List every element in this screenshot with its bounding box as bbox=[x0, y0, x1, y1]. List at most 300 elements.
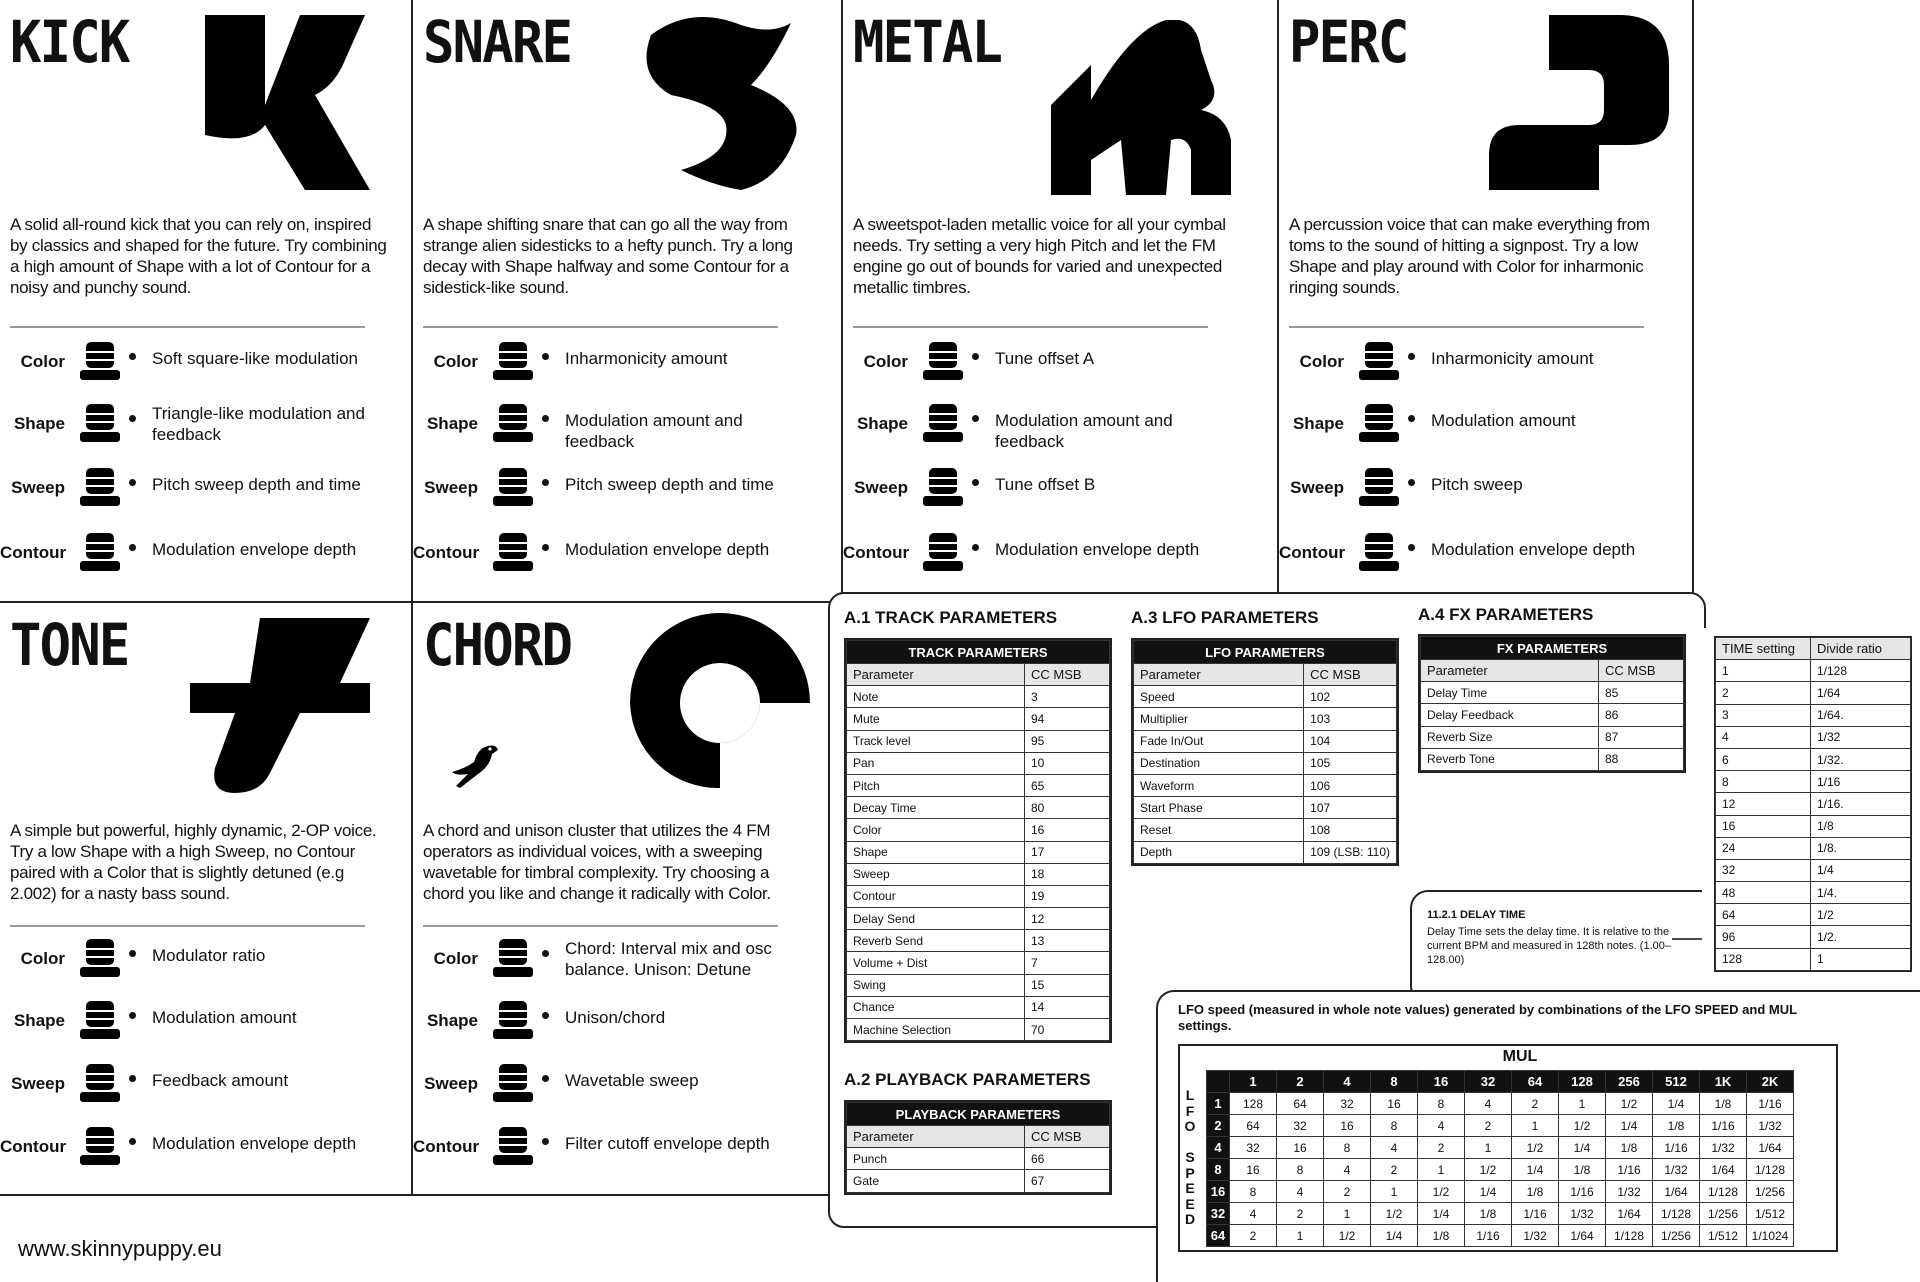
param-name: 48 bbox=[1716, 882, 1811, 904]
knob-icon bbox=[80, 1125, 120, 1167]
param-name: Delay Time bbox=[1421, 682, 1599, 704]
param-name: Punch bbox=[847, 1148, 1025, 1170]
param-value: 65 bbox=[1025, 774, 1110, 796]
param-value: 106 bbox=[1304, 774, 1397, 796]
param-description: Modulation envelope depth bbox=[565, 540, 770, 559]
lfo-speed-value: 64 bbox=[1230, 1115, 1277, 1137]
param-name: Note bbox=[847, 686, 1025, 708]
bullet bbox=[1408, 544, 1415, 551]
param-label: Contour bbox=[413, 1137, 480, 1156]
table-row bbox=[1134, 774, 1397, 796]
lfo-speed-value: 1/1024 bbox=[1747, 1225, 1794, 1247]
param-description: Modulation amount bbox=[152, 1008, 297, 1027]
lfo-speed-value: 1/8 bbox=[1559, 1159, 1606, 1181]
param-name: 8 bbox=[1716, 771, 1811, 793]
param-name: Pitch bbox=[847, 774, 1025, 796]
param-value: 17 bbox=[1025, 841, 1110, 863]
lfo-speed-value: 1/16 bbox=[1465, 1225, 1512, 1247]
column-header: Parameter bbox=[847, 664, 1025, 686]
param-value: 7 bbox=[1025, 952, 1110, 974]
param-name: Fade In/Out bbox=[1134, 730, 1304, 752]
lfo-speed-value: 1/2 bbox=[1371, 1203, 1418, 1225]
param-label: Contour bbox=[1279, 543, 1346, 562]
lfo-speed-value: 4 bbox=[1371, 1137, 1418, 1159]
param-value: 19 bbox=[1025, 885, 1110, 907]
param-description: Modulation amount bbox=[1431, 411, 1576, 430]
lfo-speed-value: 1/2 bbox=[1512, 1137, 1559, 1159]
param-row-sweep bbox=[843, 462, 1253, 512]
lfo-speed-value: 32 bbox=[1277, 1115, 1324, 1137]
param-row-contour bbox=[0, 527, 410, 577]
param-value: 1/16 bbox=[1811, 771, 1911, 793]
lfo-speed-value: 8 bbox=[1371, 1115, 1418, 1137]
a1-heading: A.1 TRACK PARAMETERS bbox=[844, 608, 1058, 627]
table-row bbox=[1421, 726, 1684, 748]
param-name: 128 bbox=[1716, 948, 1811, 970]
lfo-speed-value: 1 bbox=[1277, 1225, 1324, 1247]
param-row-sweep bbox=[0, 462, 410, 512]
param-value: 1/8 bbox=[1811, 815, 1911, 837]
speed-label-letter: L bbox=[1185, 1087, 1195, 1103]
lfo-speed-value: 8 bbox=[1418, 1093, 1465, 1115]
speed-header: 4 bbox=[1207, 1137, 1230, 1159]
lfo-speed-value: 1/8 bbox=[1606, 1137, 1653, 1159]
divider bbox=[423, 925, 778, 927]
table-row bbox=[847, 930, 1110, 952]
param-value: 66 bbox=[1025, 1148, 1110, 1170]
lfo-speed-value: 1/4 bbox=[1465, 1181, 1512, 1203]
param-description: Unison/chord bbox=[565, 1008, 666, 1027]
voice-description: A simple but powerful, highly dynamic, 2-OP voice. Try a low Shape with a high Sweep, no Contour paired with a Color that is slightly detuned (e.g 2.002) for a nasty bass sound. bbox=[10, 821, 377, 903]
param-label: Shape bbox=[1292, 414, 1344, 433]
param-description: Pitch sweep depth and time bbox=[152, 475, 361, 494]
param-label: Contour bbox=[0, 543, 67, 562]
knob-icon bbox=[493, 999, 533, 1041]
lfo-speed-value: 1/4 bbox=[1559, 1137, 1606, 1159]
footer-url: www.skinnypuppy.eu bbox=[18, 1236, 222, 1261]
track-parameters-table bbox=[844, 638, 1112, 1043]
param-row-shape bbox=[843, 398, 1253, 451]
speed-label-letter: P bbox=[1185, 1164, 1195, 1181]
column-header: CC MSB bbox=[1304, 664, 1397, 686]
fx-parameters-table bbox=[1418, 634, 1686, 773]
param-name: 32 bbox=[1716, 859, 1811, 881]
bullet bbox=[129, 1138, 136, 1145]
bullet bbox=[129, 353, 136, 360]
bird-icon bbox=[448, 738, 500, 795]
param-name: Reverb Tone bbox=[1421, 748, 1599, 770]
delay-time-body: Delay Time sets the delay time. It is relative to the current BPM and measured in 128th notes. (1.00–128.00) bbox=[1427, 926, 1671, 966]
lfo-speed-value: 1/2 bbox=[1559, 1115, 1606, 1137]
param-row-shape bbox=[413, 398, 823, 451]
table-row bbox=[1716, 682, 1911, 704]
knob-icon bbox=[80, 466, 120, 508]
bullet bbox=[972, 353, 979, 360]
table-row bbox=[1716, 926, 1911, 948]
lfo-speed-value: 1 bbox=[1559, 1093, 1606, 1115]
knob-icon bbox=[80, 999, 120, 1041]
knob-icon bbox=[80, 340, 120, 382]
param-value: 1/32. bbox=[1811, 748, 1911, 770]
param-value: 3 bbox=[1025, 686, 1110, 708]
table-row bbox=[1716, 904, 1911, 926]
lfo-speed-value: 1/32 bbox=[1606, 1181, 1653, 1203]
table-title: PLAYBACK PARAMETERS bbox=[847, 1103, 1110, 1126]
divider bbox=[1289, 326, 1644, 328]
knob-icon bbox=[923, 340, 963, 382]
lfo-speed-value: 2 bbox=[1465, 1115, 1512, 1137]
lfo-speed-value: 1 bbox=[1371, 1181, 1418, 1203]
voice-card-metal bbox=[843, 0, 1279, 603]
table-row bbox=[1716, 704, 1911, 726]
lfo-speed-value: 1/256 bbox=[1747, 1181, 1794, 1203]
column-header: TIME setting bbox=[1716, 638, 1811, 660]
param-label: Contour bbox=[0, 1137, 67, 1156]
lfo-speed-value: 2 bbox=[1324, 1181, 1371, 1203]
table-row bbox=[1207, 1159, 1794, 1181]
lfo-speed-value: 1/32 bbox=[1512, 1225, 1559, 1247]
lfo-speed-value: 32 bbox=[1324, 1093, 1371, 1115]
table-title: TRACK PARAMETERS bbox=[847, 641, 1110, 664]
param-row-contour bbox=[413, 527, 823, 577]
lfo-speed-value: 1/2 bbox=[1465, 1159, 1512, 1181]
bullet bbox=[542, 1012, 549, 1019]
param-description: Inharmonicity amount bbox=[565, 349, 728, 368]
param-value: 107 bbox=[1304, 797, 1397, 819]
mul-header: 8 bbox=[1371, 1071, 1418, 1093]
param-value: 1/128 bbox=[1811, 660, 1911, 682]
bullet bbox=[542, 1075, 549, 1082]
lfo-speed-value: 32 bbox=[1230, 1137, 1277, 1159]
table-row bbox=[1716, 837, 1911, 859]
lfo-speed-value: 1/64 bbox=[1559, 1225, 1606, 1247]
voice-card-chord bbox=[413, 603, 843, 1196]
knob-icon bbox=[493, 340, 533, 382]
speed-label-letter: D bbox=[1184, 1211, 1196, 1227]
param-label: Shape bbox=[426, 414, 478, 433]
param-value: 1 bbox=[1811, 948, 1911, 970]
table-row bbox=[1134, 841, 1397, 863]
param-description: Pitch sweep depth and time bbox=[565, 475, 774, 494]
lfo-speed-value: 128 bbox=[1230, 1093, 1277, 1115]
lfo-speed-value: 1 bbox=[1324, 1203, 1371, 1225]
param-label: Color bbox=[1299, 352, 1344, 371]
speed-header: 32 bbox=[1207, 1203, 1230, 1225]
param-value: 109 (LSB: 110) bbox=[1304, 841, 1397, 863]
param-value: 1/4 bbox=[1811, 859, 1911, 881]
param-description: Filter cutoff envelope depth bbox=[565, 1134, 770, 1153]
table-row bbox=[1421, 682, 1684, 704]
mul-header: 16 bbox=[1418, 1071, 1465, 1093]
voice-card-kick bbox=[0, 0, 413, 603]
param-description: Wavetable sweep bbox=[565, 1071, 699, 1090]
voice-card-tone bbox=[0, 603, 413, 1196]
lfo-speed-value: 1/16 bbox=[1559, 1181, 1606, 1203]
lfo-speed-value: 1/512 bbox=[1700, 1225, 1747, 1247]
table-row bbox=[847, 708, 1110, 730]
param-label: Color bbox=[20, 949, 65, 968]
bullet bbox=[129, 950, 136, 957]
speed-label-letter: E bbox=[1185, 1180, 1195, 1196]
param-name: Sweep bbox=[847, 863, 1025, 885]
param-value: 1/8. bbox=[1811, 837, 1911, 859]
param-value: 105 bbox=[1304, 752, 1397, 774]
mul-header: 64 bbox=[1512, 1071, 1559, 1093]
param-name: 12 bbox=[1716, 793, 1811, 815]
lfo-speed-value: 1/4 bbox=[1512, 1159, 1559, 1181]
mul-header: 1 bbox=[1230, 1071, 1277, 1093]
param-name: 2 bbox=[1716, 682, 1811, 704]
bullet bbox=[542, 415, 549, 422]
bullet bbox=[972, 415, 979, 422]
table-row bbox=[1421, 748, 1684, 770]
param-name: 96 bbox=[1716, 926, 1811, 948]
lfo-speed-value: 2 bbox=[1418, 1137, 1465, 1159]
bullet bbox=[1408, 353, 1415, 360]
param-row-shape bbox=[0, 995, 410, 1045]
speed-header: 1 bbox=[1207, 1093, 1230, 1115]
table-row bbox=[847, 908, 1110, 930]
lfo-speed-value: 1/32 bbox=[1700, 1137, 1747, 1159]
param-name: Delay Feedback bbox=[1421, 704, 1599, 726]
lfo-speed-value: 1/64 bbox=[1606, 1203, 1653, 1225]
lfo-speed-value: 1/256 bbox=[1700, 1203, 1747, 1225]
param-row-shape bbox=[1279, 398, 1689, 448]
voice-description: A chord and unison cluster that utilizes the 4 FM operators as individual voices, with a sweeping wavetable for timbral complexity. Try choosing a chord you like and change it radically with Color. bbox=[423, 821, 771, 903]
lfo-speed-value: 16 bbox=[1324, 1115, 1371, 1137]
metal-glyph-icon bbox=[1051, 20, 1231, 200]
mul-header: 1K bbox=[1700, 1071, 1747, 1093]
knob-icon bbox=[493, 466, 533, 508]
param-row-sweep bbox=[1279, 462, 1689, 512]
param-description: Modulation amount and feedback bbox=[565, 411, 743, 451]
table-row bbox=[1134, 708, 1397, 730]
corner-cell bbox=[1207, 1071, 1230, 1093]
param-name: Color bbox=[847, 819, 1025, 841]
mul-header: 32 bbox=[1465, 1071, 1512, 1093]
param-description: Chord: Interval mix and osc balance. Unison: Detune bbox=[565, 939, 772, 979]
param-name: Pan bbox=[847, 752, 1025, 774]
speed-label-letter: O bbox=[1184, 1118, 1196, 1134]
lfo-speed-value: 1 bbox=[1465, 1137, 1512, 1159]
lfo-speed-value: 2 bbox=[1277, 1203, 1324, 1225]
lfo-speed-value: 4 bbox=[1324, 1159, 1371, 1181]
param-name: Track level bbox=[847, 730, 1025, 752]
param-value: 14 bbox=[1025, 996, 1110, 1018]
param-name: Destination bbox=[1134, 752, 1304, 774]
table-row bbox=[1421, 704, 1684, 726]
param-row-sweep bbox=[413, 1058, 823, 1108]
param-row-shape bbox=[0, 398, 410, 448]
lfo-speed-value: 1/512 bbox=[1747, 1203, 1794, 1225]
lfo-speed-value: 1/128 bbox=[1606, 1225, 1653, 1247]
table-row bbox=[847, 841, 1110, 863]
column-header: CC MSB bbox=[1025, 664, 1110, 686]
param-description: Modulation envelope depth bbox=[995, 540, 1200, 559]
param-name: 3 bbox=[1716, 704, 1811, 726]
param-name: Chance bbox=[847, 996, 1025, 1018]
knob-icon bbox=[80, 531, 120, 573]
speed-header: 16 bbox=[1207, 1181, 1230, 1203]
param-value: 108 bbox=[1304, 819, 1397, 841]
table-row bbox=[1134, 730, 1397, 752]
knob-icon bbox=[493, 531, 533, 573]
mul-label: MUL bbox=[1502, 1048, 1538, 1065]
table-row bbox=[847, 730, 1110, 752]
table-row bbox=[847, 686, 1110, 708]
knob-icon bbox=[1359, 340, 1399, 382]
param-label: Color bbox=[20, 352, 65, 371]
lfo-speed-value: 1/4 bbox=[1418, 1203, 1465, 1225]
param-name: Mute bbox=[847, 708, 1025, 730]
bullet bbox=[542, 950, 549, 957]
lfo-speed-value: 1/16 bbox=[1606, 1159, 1653, 1181]
param-value: 1/2. bbox=[1811, 926, 1911, 948]
param-value: 1/4. bbox=[1811, 882, 1911, 904]
param-row-color bbox=[843, 336, 1253, 386]
lfo-speed-value: 4 bbox=[1277, 1181, 1324, 1203]
param-label: Shape bbox=[13, 414, 65, 433]
table-row bbox=[847, 885, 1110, 907]
voice-card-snare bbox=[413, 0, 843, 603]
speed-header: 64 bbox=[1207, 1225, 1230, 1247]
param-label: Sweep bbox=[11, 1074, 65, 1093]
a3-heading: A.3 LFO PARAMETERS bbox=[1131, 608, 1319, 627]
table-row bbox=[1207, 1115, 1794, 1137]
lfo-speed-value: 1/32 bbox=[1747, 1115, 1794, 1137]
lfo-speed-value: 4 bbox=[1230, 1203, 1277, 1225]
knob-icon bbox=[923, 466, 963, 508]
param-label: Color bbox=[433, 949, 478, 968]
param-name: Reverb Size bbox=[1421, 726, 1599, 748]
param-label: Sweep bbox=[11, 478, 65, 497]
lfo-speed-value: 1/16 bbox=[1512, 1203, 1559, 1225]
lfo-speed-value: 1 bbox=[1512, 1115, 1559, 1137]
mul-header: 2K bbox=[1747, 1071, 1794, 1093]
table-row bbox=[1716, 748, 1911, 770]
perc-glyph-icon bbox=[1489, 15, 1669, 195]
param-description: Modulator ratio bbox=[152, 946, 266, 965]
param-value: 86 bbox=[1599, 704, 1684, 726]
param-value: 13 bbox=[1025, 930, 1110, 952]
param-value: 104 bbox=[1304, 730, 1397, 752]
table-row bbox=[1207, 1203, 1794, 1225]
table-row bbox=[847, 974, 1110, 996]
column-header: Divide ratio bbox=[1811, 638, 1911, 660]
param-value: 94 bbox=[1025, 708, 1110, 730]
param-label: Sweep bbox=[1290, 478, 1344, 497]
voice-title: METAL bbox=[853, 8, 1002, 76]
column-header: Parameter bbox=[1421, 660, 1599, 682]
param-value: 18 bbox=[1025, 863, 1110, 885]
lfo-speed-value: 1/16 bbox=[1653, 1137, 1700, 1159]
speed-header: 2 bbox=[1207, 1115, 1230, 1137]
table-row bbox=[1716, 660, 1911, 682]
lfo-speed-value: 1/8 bbox=[1653, 1115, 1700, 1137]
table-row bbox=[847, 1148, 1110, 1170]
param-description: Triangle-like modulation and feedback bbox=[152, 404, 365, 444]
param-row-color bbox=[0, 336, 410, 386]
mul-header: 256 bbox=[1606, 1071, 1653, 1093]
table-row bbox=[1716, 793, 1911, 815]
param-name: Volume + Dist bbox=[847, 952, 1025, 974]
bullet bbox=[542, 1138, 549, 1145]
param-description: Tune offset B bbox=[995, 475, 1096, 494]
knob-icon bbox=[493, 1062, 533, 1104]
param-value: 80 bbox=[1025, 797, 1110, 819]
lfo-speed-value: 4 bbox=[1418, 1115, 1465, 1137]
lfo-speed-axis-label bbox=[1182, 1088, 1198, 1228]
divider bbox=[423, 326, 778, 328]
param-label: Shape bbox=[426, 1011, 478, 1030]
param-value: 1/16. bbox=[1811, 793, 1911, 815]
lfo-speed-value: 1/8 bbox=[1418, 1225, 1465, 1247]
table-row bbox=[1207, 1225, 1794, 1247]
param-name: 16 bbox=[1716, 815, 1811, 837]
knob-icon bbox=[80, 1062, 120, 1104]
param-description: Modulation envelope depth bbox=[1431, 540, 1636, 559]
lfo-speed-value: 1/8 bbox=[1700, 1093, 1747, 1115]
knob-icon bbox=[493, 1125, 533, 1167]
divider bbox=[10, 925, 365, 927]
table-row bbox=[847, 797, 1110, 819]
bullet bbox=[129, 1075, 136, 1082]
param-row-color bbox=[1279, 336, 1689, 386]
param-name: Multiplier bbox=[1134, 708, 1304, 730]
voice-title: SNARE bbox=[423, 8, 572, 76]
knob-icon bbox=[923, 531, 963, 573]
param-label: Shape bbox=[856, 414, 908, 433]
chord-glyph-icon bbox=[630, 613, 810, 793]
param-description: Modulation amount and feedback bbox=[995, 411, 1173, 451]
param-value: 70 bbox=[1025, 1019, 1110, 1041]
lfo-speed-value: 1/4 bbox=[1606, 1115, 1653, 1137]
lfo-speed-value: 16 bbox=[1277, 1137, 1324, 1159]
lfo-speed-value: 1/2 bbox=[1606, 1093, 1653, 1115]
lfo-speed-value: 64 bbox=[1277, 1093, 1324, 1115]
lfo-speed-value: 16 bbox=[1230, 1159, 1277, 1181]
param-value: 12 bbox=[1025, 908, 1110, 930]
column-header: CC MSB bbox=[1599, 660, 1684, 682]
bullet bbox=[542, 479, 549, 486]
bullet bbox=[542, 353, 549, 360]
param-value: 102 bbox=[1304, 686, 1397, 708]
param-name: Gate bbox=[847, 1170, 1025, 1192]
bullet bbox=[542, 544, 549, 551]
table-row bbox=[847, 774, 1110, 796]
lfo-speed-value: 1/128 bbox=[1700, 1181, 1747, 1203]
param-description: Inharmonicity amount bbox=[1431, 349, 1594, 368]
knob-icon bbox=[80, 937, 120, 979]
param-name: Contour bbox=[847, 885, 1025, 907]
bullet bbox=[972, 479, 979, 486]
table-row bbox=[1207, 1093, 1794, 1115]
speed-label-letter bbox=[1182, 1135, 1198, 1151]
param-name: Swing bbox=[847, 974, 1025, 996]
param-value: 1/64. bbox=[1811, 704, 1911, 726]
table-row bbox=[1207, 1181, 1794, 1203]
lfo-speed-value: 1/64 bbox=[1700, 1159, 1747, 1181]
speed-header: 8 bbox=[1207, 1159, 1230, 1181]
param-row-sweep bbox=[413, 462, 823, 512]
param-description: Pitch sweep bbox=[1431, 475, 1523, 494]
speed-label-letter: E bbox=[1185, 1195, 1195, 1212]
table-row bbox=[847, 996, 1110, 1018]
voice-description: A solid all-round kick that you can rely on, inspired by classics and shaped for the future. Try combining a high amount of Shape with a lot of Contour for a noisy and punchy sound. bbox=[10, 215, 387, 297]
delay-time-title: 11.2.1 DELAY TIME bbox=[1427, 909, 1526, 921]
mul-header: 512 bbox=[1653, 1071, 1700, 1093]
param-name: 24 bbox=[1716, 837, 1811, 859]
